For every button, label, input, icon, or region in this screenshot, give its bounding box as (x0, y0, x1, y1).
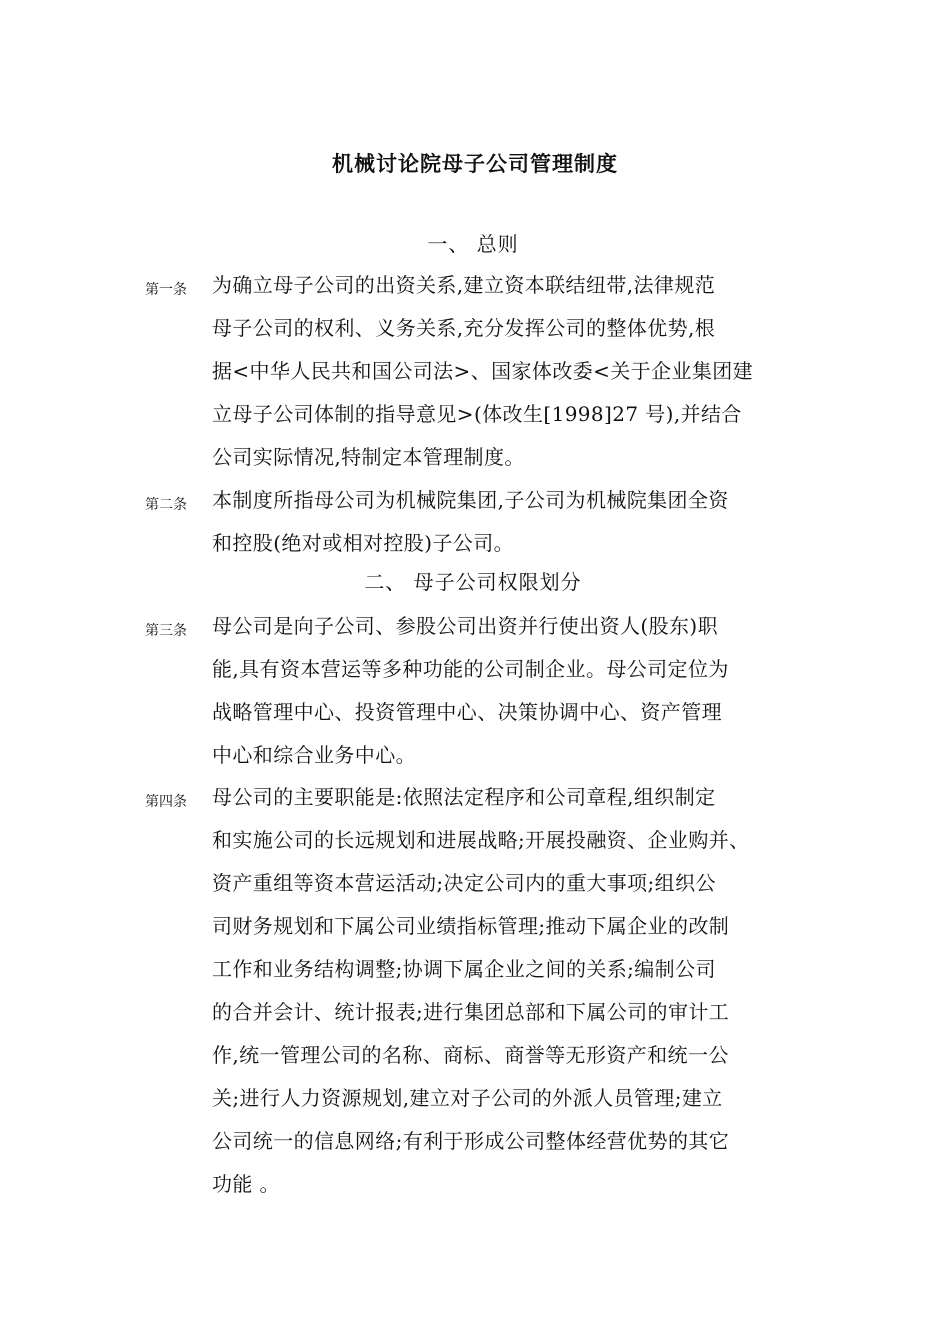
document-title: 机械讨论院母子公司管理制度 (332, 152, 618, 176)
article-line: 母子公司的权利、义务关系,充分发挥公司的整体优势,根 (212, 316, 716, 340)
section-heading-authority: 二、 母子公司权限划分 (364, 570, 582, 594)
section-heading-general: 一、 总则 (427, 232, 519, 256)
article-body (212, 776, 812, 1206)
article-label: 第二条 (145, 497, 187, 513)
article-line: 关;进行人力资源规划,建立对子公司的外派人员管理;建立 (212, 1086, 723, 1110)
article-line: 立母子公司体制的指导意见>(体改生[1998]27 号),并结合 (212, 402, 742, 426)
article-label: 第一条 (145, 282, 187, 298)
article-line: 中心和综合业务中心。 (212, 743, 416, 767)
article-line: 和控股(绝对或相对控股)子公司。 (212, 531, 515, 555)
article-body (212, 605, 812, 777)
article-line: 公司实际情况,特制定本管理制度。 (212, 445, 525, 469)
article-line: 功能 。 (212, 1172, 280, 1196)
article-line: 资产重组等资本营运活动;决定公司内的重大事项;组织公 (212, 871, 716, 895)
article-line: 作,统一管理公司的名称、商标、商誉等无形资产和统一公 (212, 1043, 729, 1067)
article-line: 能,具有资本营运等多种功能的公司制企业。母公司定位为 (212, 657, 729, 681)
article-line: 母公司是向子公司、参股公司出资并行使出资人(股东)职 (212, 614, 719, 638)
article-line: 战略管理中心、投资管理中心、决策协调中心、资产管理 (212, 700, 722, 724)
article-line: 和实施公司的长远规划和进展战略;开展投融资、企业购并、 (212, 828, 750, 852)
article-line: 的合并会计、统计报表;进行集团总部和下属公司的审计工 (212, 1000, 730, 1024)
article-line: 为确立母子公司的出资关系,建立资本联结纽带,法律规范 (212, 273, 716, 297)
article-body (212, 479, 812, 565)
article-line: 母公司的主要职能是:依照法定程序和公司章程,组织制定 (212, 785, 716, 809)
article-line: 本制度所指母公司为机械院集团,子公司为机械院集团全资 (212, 488, 729, 512)
article-line: 工作和业务结构调整;协调下属企业之间的关系;编制公司 (212, 957, 716, 981)
article-line: 公司统一的信息网络;有利于形成公司整体经营优势的其它 (212, 1129, 730, 1153)
article-line: 司财务规划和下属公司业绩指标管理;推动下属企业的改制 (212, 914, 730, 938)
article-label: 第四条 (145, 794, 187, 810)
article-label: 第三条 (145, 623, 187, 639)
article-body (212, 264, 812, 479)
article-line: 据<中华人民共和国公司法>、国家体改委<关于企业集团建 (212, 359, 754, 383)
